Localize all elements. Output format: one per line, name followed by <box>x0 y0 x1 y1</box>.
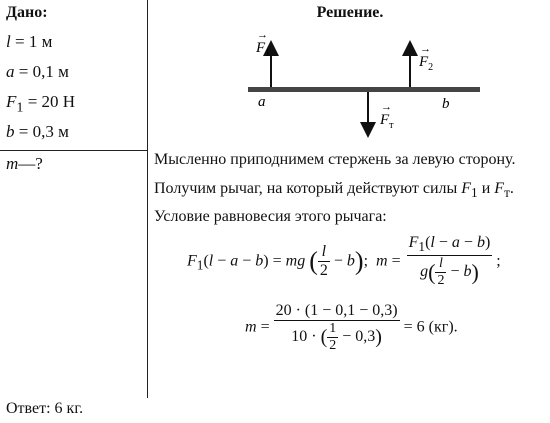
equilibrium-equation: $F_1(l - a - b)$ = mg ( $\frac{l}{2}$ − b); m = $F_1(l - a - b)$ g( $\frac{l}{2}$ − b) ; <box>187 234 501 289</box>
solution-text-1: Мысленно приподнимем стержень за левую сторону. <box>154 151 516 168</box>
given-distance-a: a = 0,1 м <box>6 62 69 81</box>
solution-text-2: Получим рычаг, на который действуют силы $F_1$ и $F_т$. <box>154 180 514 201</box>
given-divider <box>0 150 147 151</box>
given-length: l = 1 м <box>6 32 53 51</box>
given-distance-b: b = 0,3 м <box>6 122 69 141</box>
unknown-mass: m—? <box>6 154 43 173</box>
result-equation: m = 20 · (1 − 0,1 − 0,3) 10 · ( $\frac{1}{2}$ − 0,3) = 6 (кг). <box>245 302 458 353</box>
segment-a-label: a <box>258 94 266 110</box>
answer-text: Ответ: 6 кг. <box>6 400 84 417</box>
column-divider <box>147 0 148 398</box>
svg-text:→: → <box>420 43 431 55</box>
lever-diagram <box>230 28 500 140</box>
lever-rod <box>248 87 480 92</box>
given-heading: Дано: <box>6 4 48 21</box>
solution-heading: Решение. <box>316 4 384 21</box>
segment-b-label: b <box>442 96 450 112</box>
svg-text:→: → <box>381 101 392 113</box>
svg-text:→: → <box>257 29 268 41</box>
force-f2-label: $F_2$ <box>419 54 434 73</box>
force-f1-label: $F_1$ <box>256 40 271 59</box>
solution-text-3: Условие равновесия этого рычага: <box>154 208 387 225</box>
force-ft-label: $F_т$ <box>380 112 394 131</box>
given-force-f1: $F_1 = 20$ Н <box>6 92 76 116</box>
